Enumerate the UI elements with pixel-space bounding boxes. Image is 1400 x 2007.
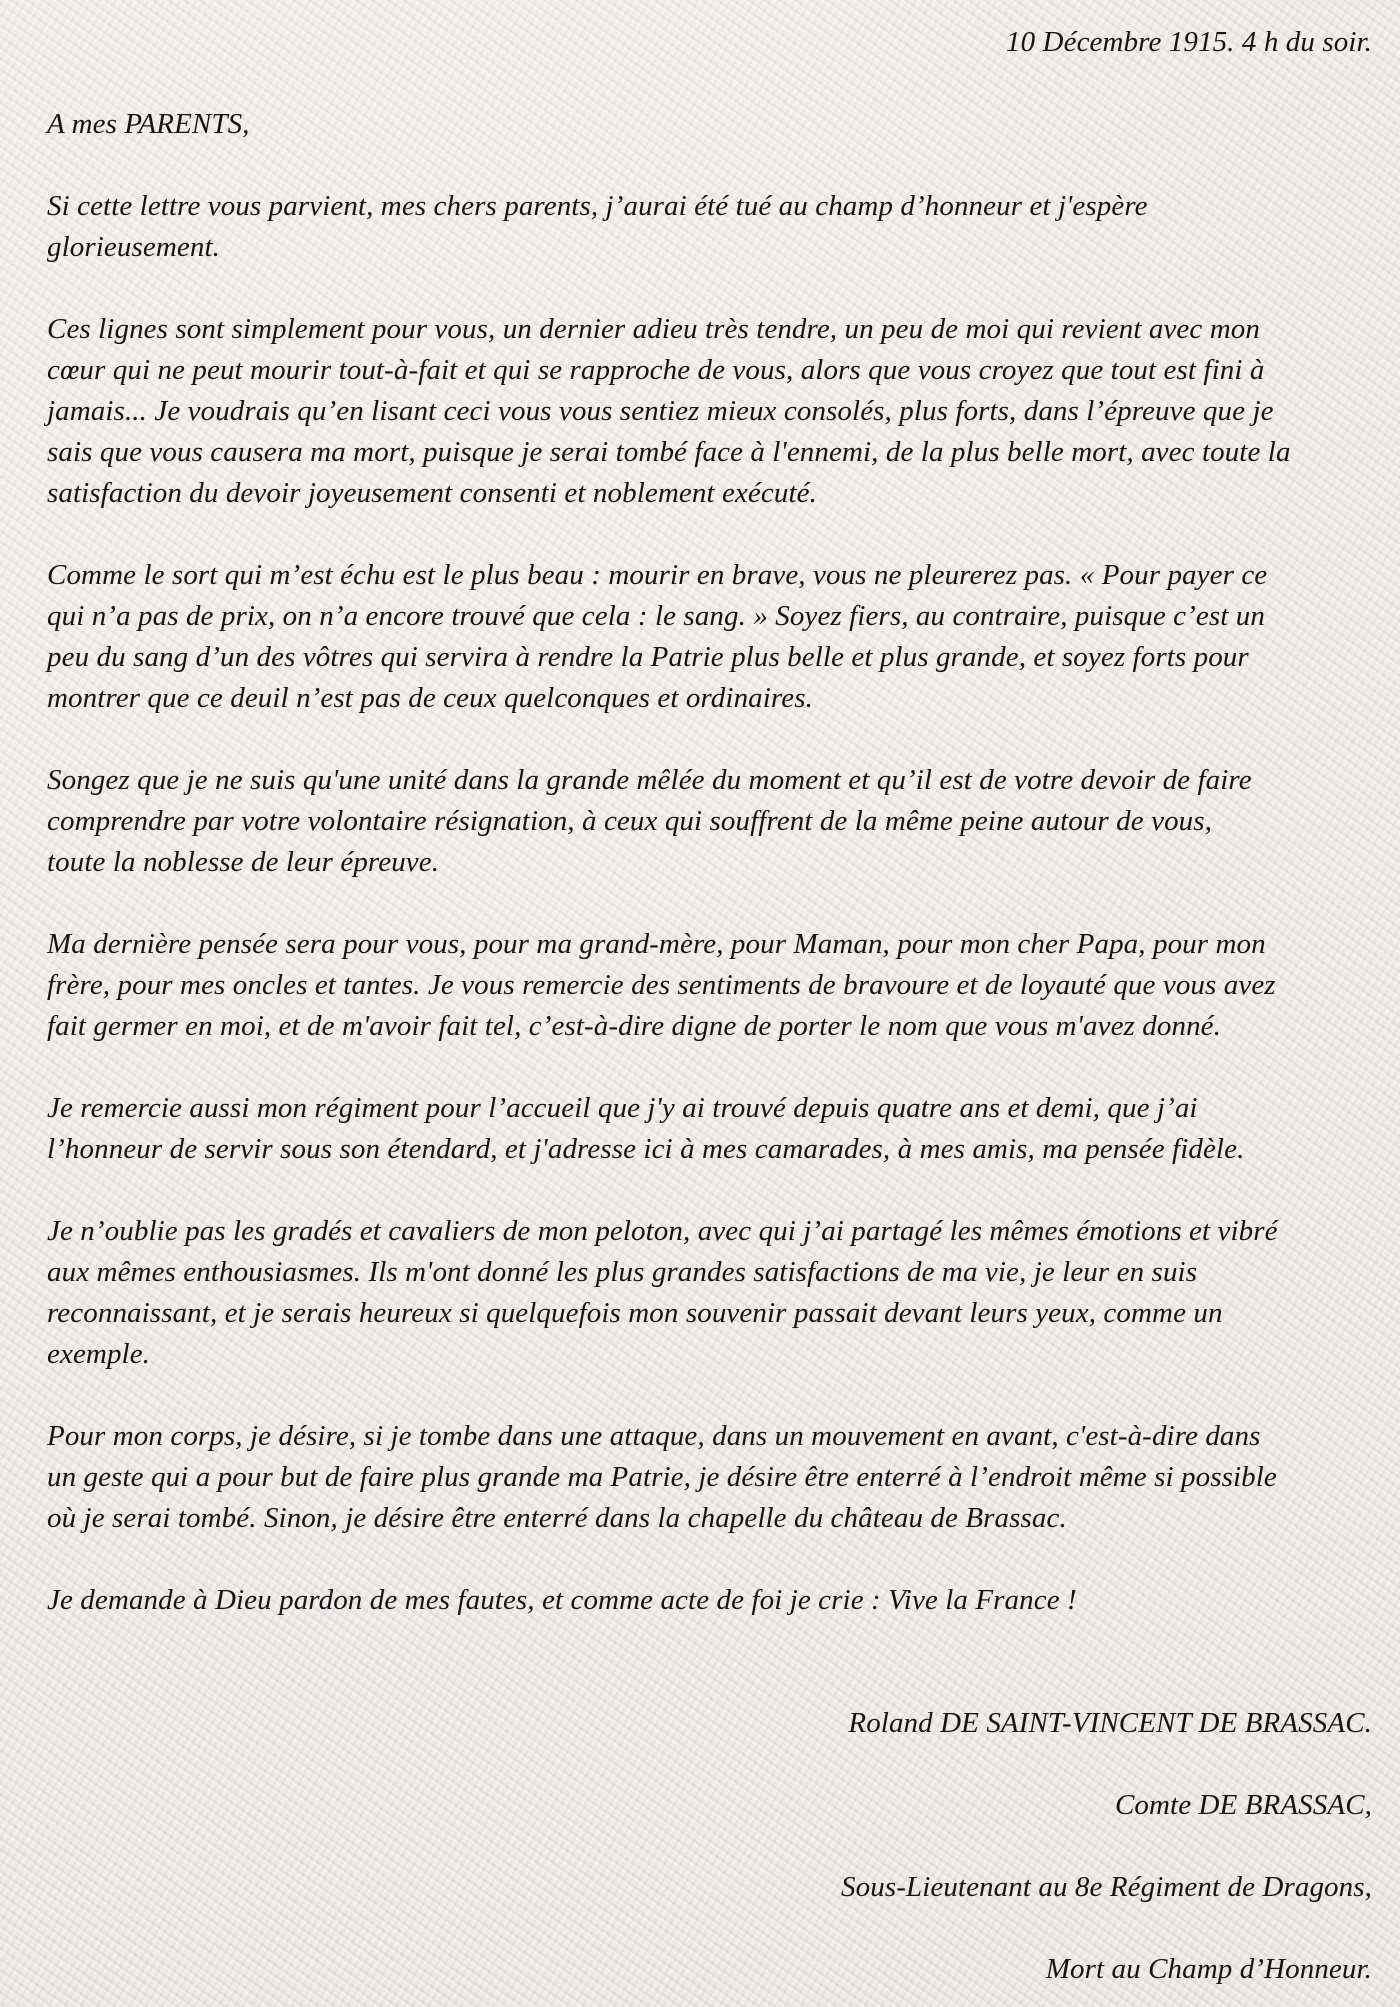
paragraph-line: Pour mon corps, je désire, si je tombe dans une attaque, dans un mouvement en avant, c'est-à-dire dans: [47, 1420, 1261, 1452]
paragraph: [47, 1580, 1372, 1621]
spacer: [47, 63, 1372, 104]
spacer: [47, 1539, 1372, 1580]
paragraph-line: l’honneur de servir sous son étendard, et j'adresse ici à mes camarades, à mes amis, ma pensée fidèle.: [47, 1133, 1245, 1165]
paragraph-line: jamais... Je voudrais qu’en lisant ceci vous vous sentiez mieux consolés, plus forts, dans l’épreuve que je: [47, 395, 1274, 427]
paragraph: [47, 924, 1372, 1047]
paragraph-line: cœur qui ne peut mourir tout-à-fait et qui se rapproche de vous, alors que vous croyez que tout est fini à: [47, 354, 1265, 386]
paragraph-line: fait germer en moi, et de m'avoir fait tel, c’est-à-dire digne de porter le nom que vous m'avez donné.: [47, 1010, 1222, 1042]
spacer: [47, 1826, 1372, 1867]
paragraph-line: un geste qui a pour but de faire plus grande ma Patrie, je désire être enterré à l’endroit même si possible: [47, 1461, 1277, 1493]
paragraph-line: exemple.: [47, 1338, 151, 1370]
signature-line: Sous-Lieutenant au 8e Régiment de Dragons,: [841, 1871, 1372, 1903]
paragraph-line: Ces lignes sont simplement pour vous, un dernier adieu très tendre, un peu de moi qui revient avec mon: [47, 313, 1260, 345]
paragraph-line: qui n’a pas de prix, on n’a encore trouvé que cela : le sang. » Soyez fiers, au contraire, puisque c’est un: [47, 600, 1265, 632]
paragraph-line: aux mêmes enthousiasmes. Ils m'ont donné les plus grandes satisfactions de ma vie, je leur en suis: [47, 1256, 1198, 1288]
spacer: [47, 145, 1372, 186]
spacer: [47, 1744, 1372, 1785]
paragraph-line: peu du sang d’un des vôtres qui servira à rendre la Patrie plus belle et plus grande, et soyez forts pour: [47, 641, 1249, 673]
paragraph-line: Si cette lettre vous parvient, mes chers parents, j’aurai été tué au champ d’honneur et j'espère: [47, 190, 1148, 222]
paragraph-line: Je remercie aussi mon régiment pour l’accueil que j'y ai trouvé depuis quatre ans et demi, que j’ai: [47, 1092, 1198, 1124]
paragraph-line: toute la noblesse de leur épreuve.: [47, 846, 440, 878]
paragraph-line: où je serai tombé. Sinon, je désire être enterré dans la chapelle du château de Brassac.: [47, 1502, 1067, 1534]
spacer: [47, 268, 1372, 309]
paragraph: [47, 1211, 1372, 1375]
paragraph: [47, 186, 1372, 268]
paragraph-line: satisfaction du devoir joyeusement consenti et noblement exécuté.: [47, 477, 817, 509]
signature-line: Comte DE BRASSAC,: [1114, 1789, 1372, 1821]
spacer: [47, 1170, 1372, 1211]
paragraph-line: Comme le sort qui m’est échu est le plus beau : mourir en brave, vous ne pleurerez pas. « Pour payer ce: [47, 559, 1268, 591]
spacer: [47, 514, 1372, 555]
spacer: [47, 1908, 1372, 1949]
paragraph-line: Songez que je ne suis qu'une unité dans la grande mêlée du moment et qu’il est de votre devoir de faire: [47, 764, 1252, 796]
letter-body: [47, 186, 1372, 1621]
paragraph: [47, 760, 1372, 883]
paragraph-line: reconnaissant, et je serais heureux si quelquefois mon souvenir passait devant leurs yeux, comme un: [47, 1297, 1223, 1329]
letter-date: 10 Décembre 1915. 4 h du soir.: [1006, 26, 1372, 58]
paragraph-line: frère, pour mes oncles et tantes. Je vous remercie des sentiments de bravoure et de loyauté que vous avez: [47, 969, 1276, 1001]
paragraph: [47, 1088, 1372, 1170]
spacer: [47, 1621, 1372, 1662]
paragraph-line: Je demande à Dieu pardon de mes fautes, et comme acte de foi je crie : Vive la France !: [47, 1584, 1077, 1616]
paragraph-line: Je n’oublie pas les gradés et cavaliers de mon peloton, avec qui j’ai partagé les mêmes émotions et vibré: [47, 1215, 1278, 1247]
paragraph: [47, 309, 1372, 514]
spacer: [47, 719, 1372, 760]
signature-line: Roland DE SAINT-VINCENT DE BRASSAC.: [848, 1707, 1372, 1739]
letter: [47, 22, 1372, 1990]
signature-line: Mort au Champ d’Honneur.: [1045, 1953, 1372, 1985]
paragraph-line: sais que vous causera ma mort, puisque je serai tombé face à l'ennemi, de la plus belle mort, avec toute la: [47, 436, 1291, 468]
paragraph-line: montrer que ce deuil n’est pas de ceux quelconques et ordinaires.: [47, 682, 813, 714]
spacer: [47, 1662, 1372, 1703]
spacer: [47, 1375, 1372, 1416]
paragraph: [47, 555, 1372, 719]
paragraph: [47, 1416, 1372, 1539]
salutation: A mes PARENTS,: [47, 108, 250, 140]
paragraph-line: comprendre par votre volontaire résignation, à ceux qui souffrent de la même peine autour de vous,: [47, 805, 1212, 837]
paragraph-line: Ma dernière pensée sera pour vous, pour ma grand-mère, pour Maman, pour mon cher Papa, pour mon: [47, 928, 1266, 960]
signature-block: [47, 1703, 1372, 1990]
spacer: [47, 883, 1372, 924]
spacer: [47, 1047, 1372, 1088]
paragraph-line: glorieusement.: [47, 231, 220, 263]
